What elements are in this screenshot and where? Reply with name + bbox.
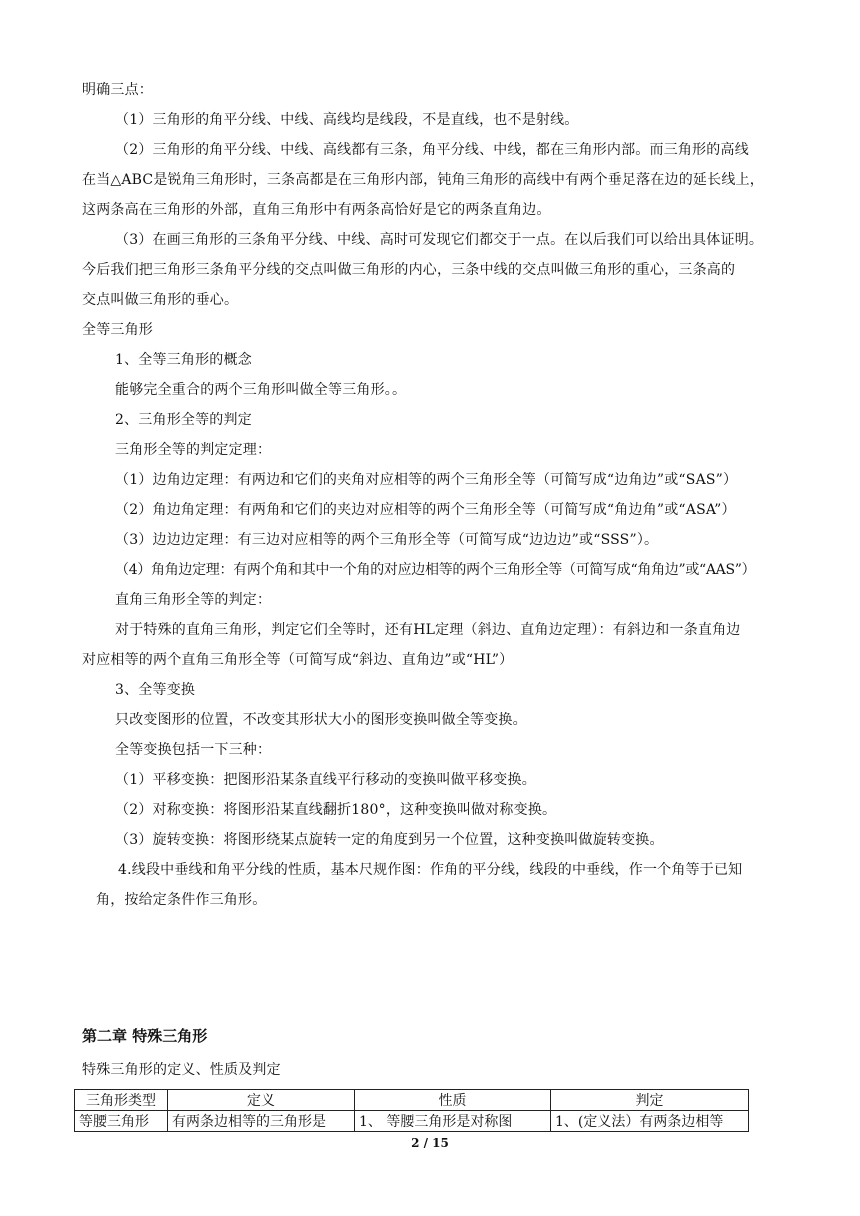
page-number: 2 / 15 xyxy=(411,1136,449,1150)
paragraph-line: 在当△ABC是锐角三角形时，三条高都是在三角形内部，钝角三角形的高线中有两个垂足落在边的延长线上， xyxy=(82,172,764,188)
chapter-title: 第二章 特殊三角形 xyxy=(82,1027,208,1045)
table-cell: 1、(定义法）有两条边相等 xyxy=(551,1111,749,1132)
table-header-row xyxy=(75,1090,749,1111)
paragraph-line: 这两条高在三角形的外部，直角三角形中有两条高恰好是它的两条直角边。 xyxy=(82,202,551,218)
paragraph-line: 4.线段中垂线和角平分线的性质，基本尺规作图：作角的平分线，线段的中垂线，作一个角等于已知 xyxy=(118,862,743,878)
paragraph-line: 今后我们把三角形三条角平分线的交点叫做三角形的内心，三条中线的交点叫做三角形的重心，三条高的 xyxy=(82,262,736,278)
table-cell: 有两条边相等的三角形是 xyxy=(168,1111,355,1132)
triangle-properties-table xyxy=(74,1089,749,1132)
theorem-line: （2）角边角定理：有两角和它们的夹边对应相等的两个三角形全等（可简写成“角边角”或“ASA”） xyxy=(115,502,736,518)
paragraph-line: 明确三点： xyxy=(82,82,153,98)
paragraph-line: （2）三角形的角平分线、中线、高线都有三条，角平分线、中线，都在三角形内部。而三角形的高线 xyxy=(115,142,749,158)
paragraph-line: 能够完全重合的两个三角形叫做全等三角形。。 xyxy=(115,382,407,398)
theorem-line: （1）边角边定理：有两边和它们的夹角对应相等的两个三角形全等（可简写成“边角边”或“SAS”） xyxy=(115,472,738,488)
table-row xyxy=(75,1111,749,1132)
table-cell: 等腰三角形 xyxy=(75,1111,168,1132)
paragraph-line: （3）在画三角形的三条角平分线、中线、高时可发现它们都交于一点。在以后我们可以给出具体证明。 xyxy=(115,232,764,248)
subsection-title: 3、全等变换 xyxy=(115,682,196,698)
paragraph-line: （2）对称变换：将图形沿某直线翻折180°，这种变换叫做对称变换。 xyxy=(115,802,557,818)
subsection-title: 1、全等三角形的概念 xyxy=(115,352,252,368)
theorem-line: （3）边边边定理：有三边对应相等的两个三角形全等（可简写成“边边边”或“SSS”）。 xyxy=(115,532,659,548)
paragraph-line: 直角三角形全等的判定： xyxy=(115,592,272,608)
table-caption: 特殊三角形的定义、性质及判定 xyxy=(82,1062,281,1078)
paragraph-line: 交点叫做三角形的垂心。 xyxy=(82,292,239,308)
paragraph-line: 三角形全等的判定定理： xyxy=(115,442,272,458)
paragraph-line: 只改变图形的位置，不改变其形状大小的图形变换叫做全等变换。 xyxy=(115,712,527,728)
table-header-cell: 判定 xyxy=(551,1090,749,1111)
paragraph-line: 角，按给定条件作三角形。 xyxy=(96,892,267,908)
paragraph-line: 对应相等的两个直角三角形全等（可简写成“斜边、直角边”或“HL”） xyxy=(82,652,514,668)
paragraph-line: （3）旋转变换：将图形绕某点旋转一定的角度到另一个位置，这种变换叫做旋转变换。 xyxy=(115,832,664,848)
paragraph-line: 全等变换包括一下三种： xyxy=(115,742,272,758)
table-header-cell: 定义 xyxy=(168,1090,355,1111)
section-title: 全等三角形 xyxy=(82,322,153,338)
paragraph-line: （1）三角形的角平分线、中线、高线均是线段，不是直线，也不是射线。 xyxy=(115,112,579,128)
table-cell: 1、 等腰三角形是对称图 xyxy=(355,1111,551,1132)
paragraph-line: 对于特殊的直角三角形，判定它们全等时，还有HL定理（斜边、直角边定理）：有斜边和一条直角边 xyxy=(115,622,741,638)
theorem-line: （4）角角边定理：有两个角和其中一个角的对应边相等的两个三角形全等（可简写成“角角边”或“AAS”） xyxy=(115,562,756,578)
table-header-cell: 性质 xyxy=(355,1090,551,1111)
paragraph-line: （1）平移变换：把图形沿某条直线平行移动的变换叫做平移变换。 xyxy=(115,772,536,788)
subsection-title: 2、三角形全等的判定 xyxy=(115,412,252,428)
table-header-cell: 三角形类型 xyxy=(75,1090,168,1111)
